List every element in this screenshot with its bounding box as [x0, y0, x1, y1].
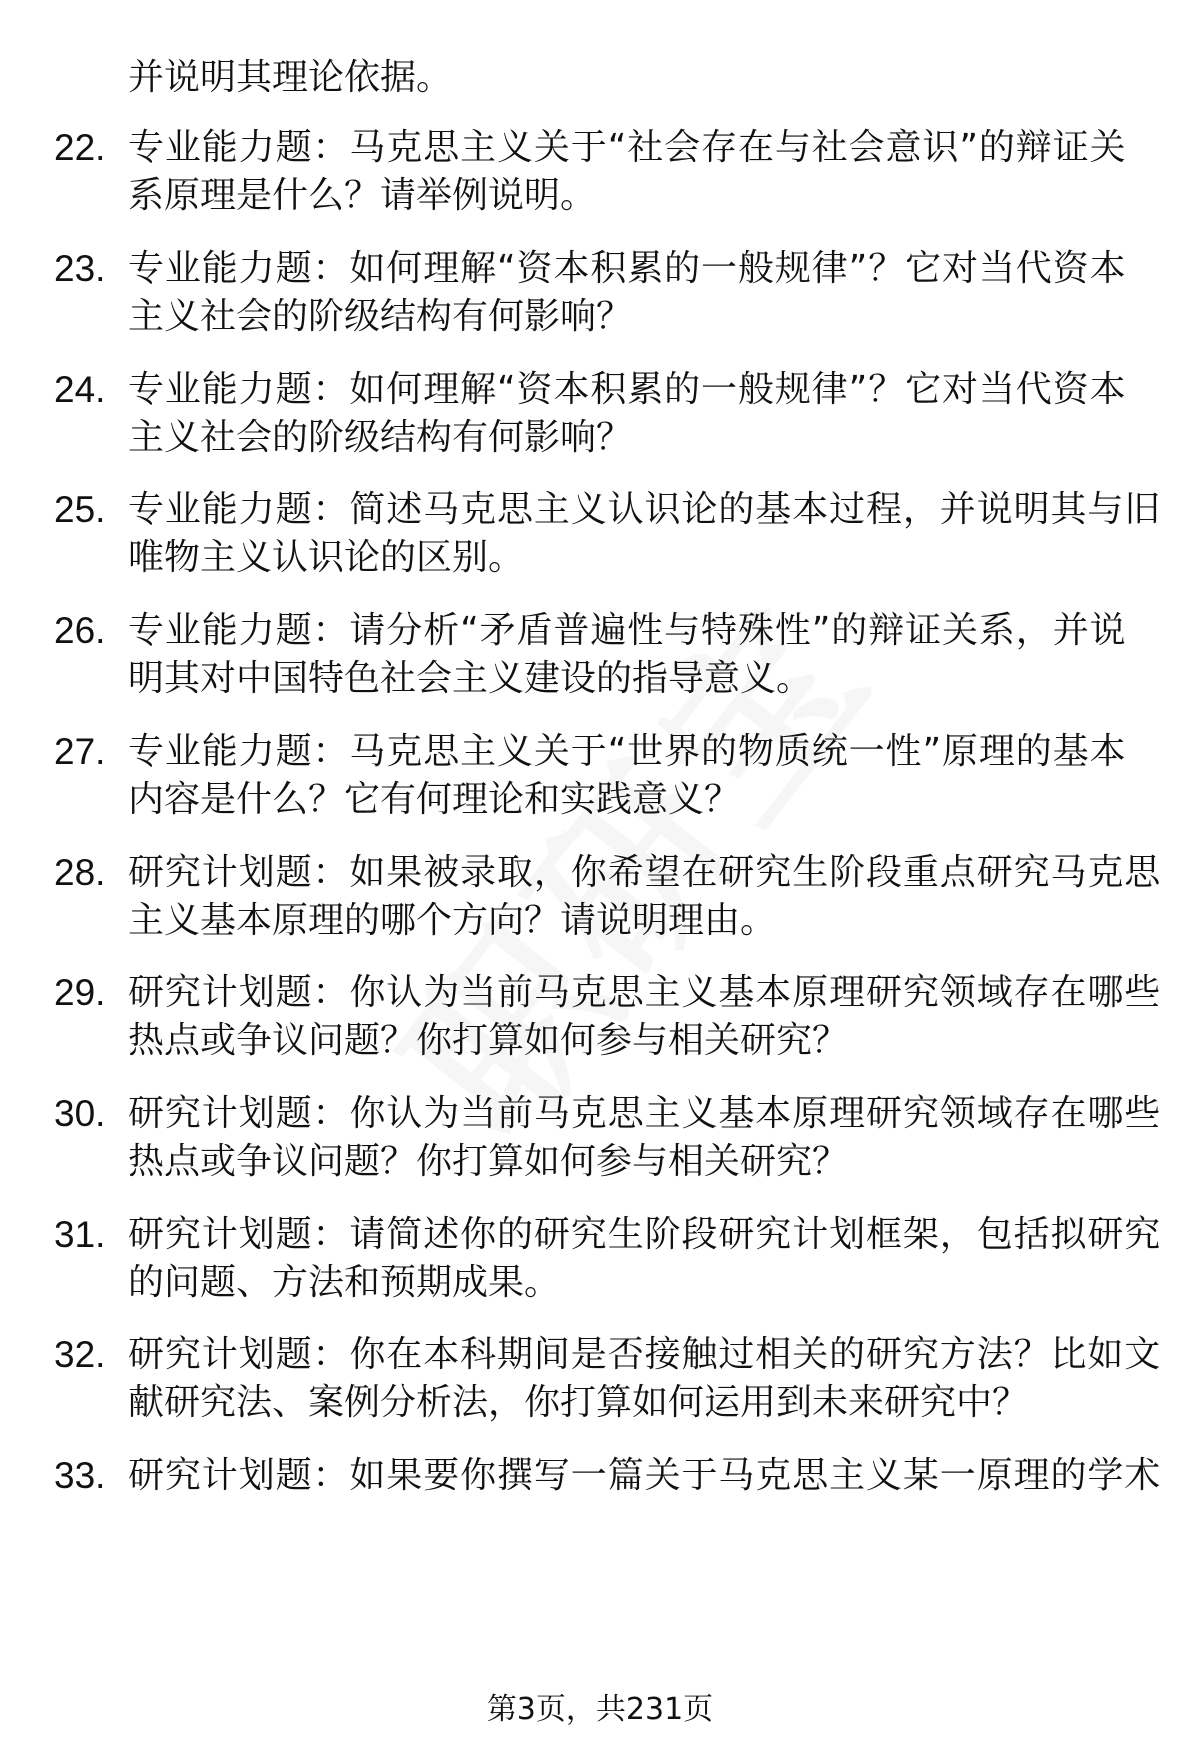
item-text-line-1: 研究计划题：如果被录取，你希望在研究生阶段重点研究马克思 [128, 852, 1162, 893]
item-text-line-1: 专业能力题：如何理解“资本积累的一般规律”？它对当代资本 [128, 369, 1127, 410]
item-text-line-2: 明其对中国特色社会主义建设的指导意义。 [128, 658, 813, 699]
item-number: 23. [54, 248, 106, 289]
item-text-line-1: 专业能力题：马克思主义关于“社会存在与社会意识”的辩证关 [128, 127, 1127, 168]
item-number: 32. [54, 1334, 106, 1375]
page-number-footer: 第3页，共231页 [486, 1692, 714, 1727]
item-number: 24. [54, 369, 106, 410]
item-text-line-2: 主义社会的阶级结构有何影响？ [128, 417, 633, 458]
item-text-line-2: 系原理是什么？请举例说明。 [128, 175, 597, 216]
item-text-line-1: 专业能力题：如何理解“资本积累的一般规律”？它对当代资本 [128, 248, 1127, 289]
item-text-line-2: 唯物主义认识论的区别。 [128, 537, 525, 578]
item-number: 28. [54, 852, 106, 893]
item-text-line-2: 主义基本原理的哪个方向？请说明理由。 [128, 900, 777, 941]
item-text-line-2: 的问题、方法和预期成果。 [128, 1262, 561, 1303]
item-number: 33. [54, 1455, 106, 1496]
item-text-line-1: 研究计划题：你认为当前马克思主义基本原理研究领域存在哪些 [128, 972, 1162, 1013]
item-text-line-1: 专业能力题：请分析“矛盾普遍性与特殊性”的辩证关系，并说 [128, 610, 1127, 651]
item-text-line-2: 内容是什么？它有何理论和实践意义？ [128, 779, 741, 820]
item-text-line-1: 研究计划题：请简述你的研究生阶段研究计划框架，包括拟研究 [128, 1214, 1162, 1255]
item-text-line-2: 献研究法、案例分析法，你打算如何运用到未来研究中？ [128, 1382, 1029, 1423]
item-text-line-2: 主义社会的阶级结构有何影响？ [128, 296, 633, 337]
item-text-line-2: 热点或争议问题？你打算如何参与相关研究？ [128, 1020, 849, 1061]
item-text-line-1: 研究计划题：如果要你撰写一篇关于马克思主义某一原理的学术 [128, 1455, 1162, 1496]
item-text-line-1: 专业能力题：简述马克思主义认识论的基本过程，并说明其与旧 [128, 489, 1162, 530]
item-text-line-1: 研究计划题：你在本科期间是否接触过相关的研究方法？比如文 [128, 1334, 1162, 1375]
item-number: 29. [54, 972, 106, 1013]
item-number: 27. [54, 731, 106, 772]
item-text-line-2: 热点或争议问题？你打算如何参与相关研究？ [128, 1141, 849, 1182]
item-text-line-1: 专业能力题：马克思主义关于“世界的物质统一性”原理的基本 [128, 731, 1127, 772]
item-number: 30. [54, 1093, 106, 1134]
lead-line: 并说明其理论依据。 [128, 57, 453, 98]
item-number: 26. [54, 610, 106, 651]
item-text-line-1: 研究计划题：你认为当前马克思主义基本原理研究领域存在哪些 [128, 1093, 1162, 1134]
item-number: 22. [54, 127, 106, 168]
item-number: 25. [54, 489, 106, 530]
item-number: 31. [54, 1214, 106, 1255]
